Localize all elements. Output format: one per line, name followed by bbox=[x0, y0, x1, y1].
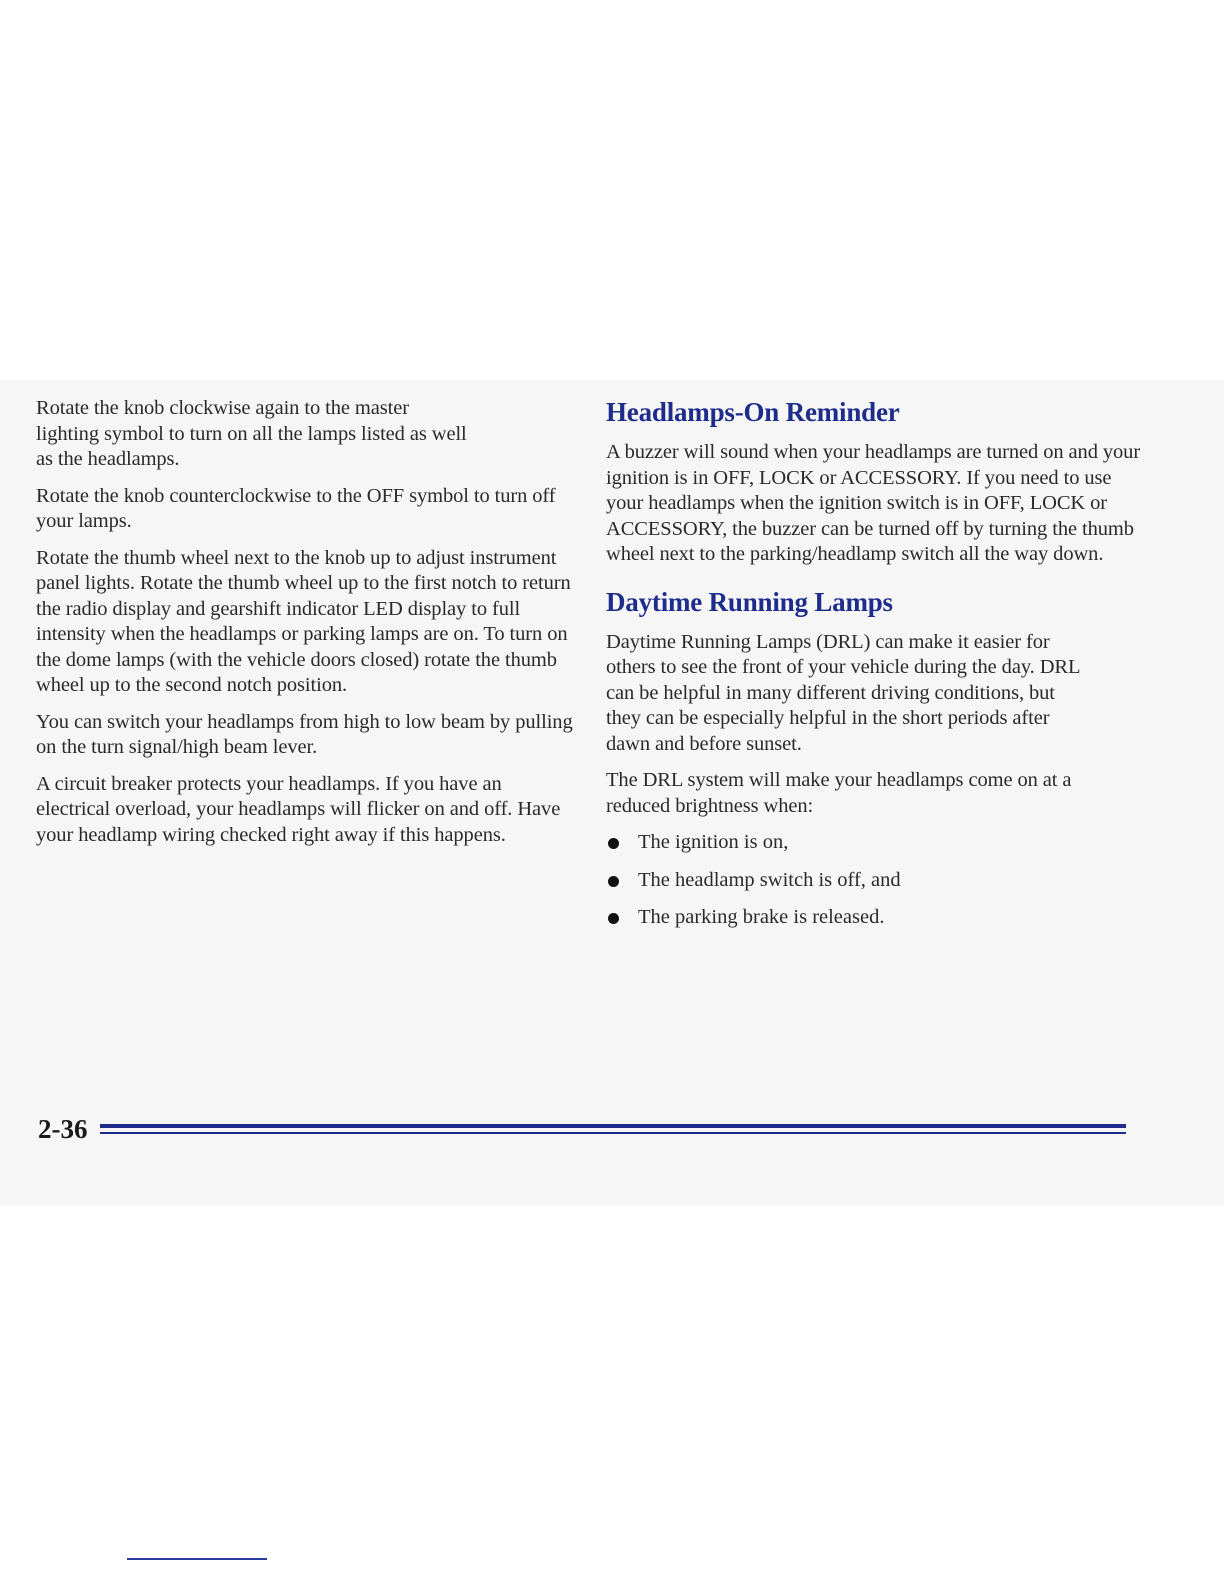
list-item-text: The ignition is on, bbox=[638, 831, 789, 853]
heading-daytime-running-lamps: Daytime Running Lamps bbox=[606, 586, 893, 617]
list-item-text: The parking brake is released. bbox=[638, 906, 885, 928]
paragraph-drl-intro: Daytime Running Lamps (DRL) can make it easier for others to see the front of your vehicle during the day. DRL can be helpful in many different driving conditions, but they can be especially helpful in the short periods after dawn and before sunset. bbox=[606, 630, 1080, 755]
paragraph-master-lighting: Rotate the knob clockwise again to the master lighting symbol to turn on all the lamps listed as well as the headlamps. bbox=[36, 397, 467, 470]
paragraph-drl-conditions: The DRL system will make your headlamps come on at a reduced brightness when: bbox=[606, 769, 1072, 817]
bullet-icon bbox=[608, 838, 619, 849]
footer-rule bbox=[100, 1124, 1126, 1128]
left-column bbox=[36, 396, 576, 859]
paragraph-high-low-beam: You can switch your headlamps from high to low beam by pulling on the turn signal/high beam lever. bbox=[36, 710, 573, 758]
list-item bbox=[606, 830, 1146, 856]
paragraph-thumb-wheel: Rotate the thumb wheel next to the knob up to adjust instrument panel lights. Rotate the thumb wheel up to the first notch to return the radio display and gearshift indicator LED display to full intensity when the headlamps or parking lamps are on. To turn on the dome lamps (with the vehicle doors closed) rotate the thumb wheel up to the second notch position. bbox=[36, 546, 571, 696]
paragraph-circuit-breaker: A circuit breaker protects your headlamps. If you have an electrical overload, your headlamps will flicker on and off. Have your headlamp wiring checked right away if this happens. bbox=[36, 772, 561, 846]
list-item-text: The headlamp switch is off, and bbox=[638, 868, 901, 891]
bottom-scan-line bbox=[127, 1558, 267, 1560]
page-footer bbox=[38, 1112, 1128, 1152]
paragraph-off-symbol: Rotate the knob counterclockwise to the OFF symbol to turn off your lamps. bbox=[36, 484, 556, 532]
bullet-icon bbox=[608, 876, 619, 887]
bullet-icon bbox=[608, 913, 619, 924]
footer-rule-thin bbox=[100, 1132, 1126, 1134]
heading-headlamps-on-reminder: Headlamps-On Reminder bbox=[606, 397, 900, 427]
paragraph-buzzer: A buzzer will sound when your headlamps are turned on and your ignition is in OFF, LOCK or ACCESSORY. If you need to use your headlamps when the ignition switch is in OFF, LOCK or ACCESSORY, the buzzer can be turned off by turning the thumb wheel next to the parking/headlamp switch all the way down. bbox=[606, 441, 1141, 565]
list-item bbox=[606, 868, 1146, 894]
page-number: 2-36 bbox=[38, 1114, 88, 1144]
drl-condition-list bbox=[606, 830, 1146, 931]
right-column bbox=[606, 396, 1146, 943]
list-item bbox=[606, 905, 1146, 931]
